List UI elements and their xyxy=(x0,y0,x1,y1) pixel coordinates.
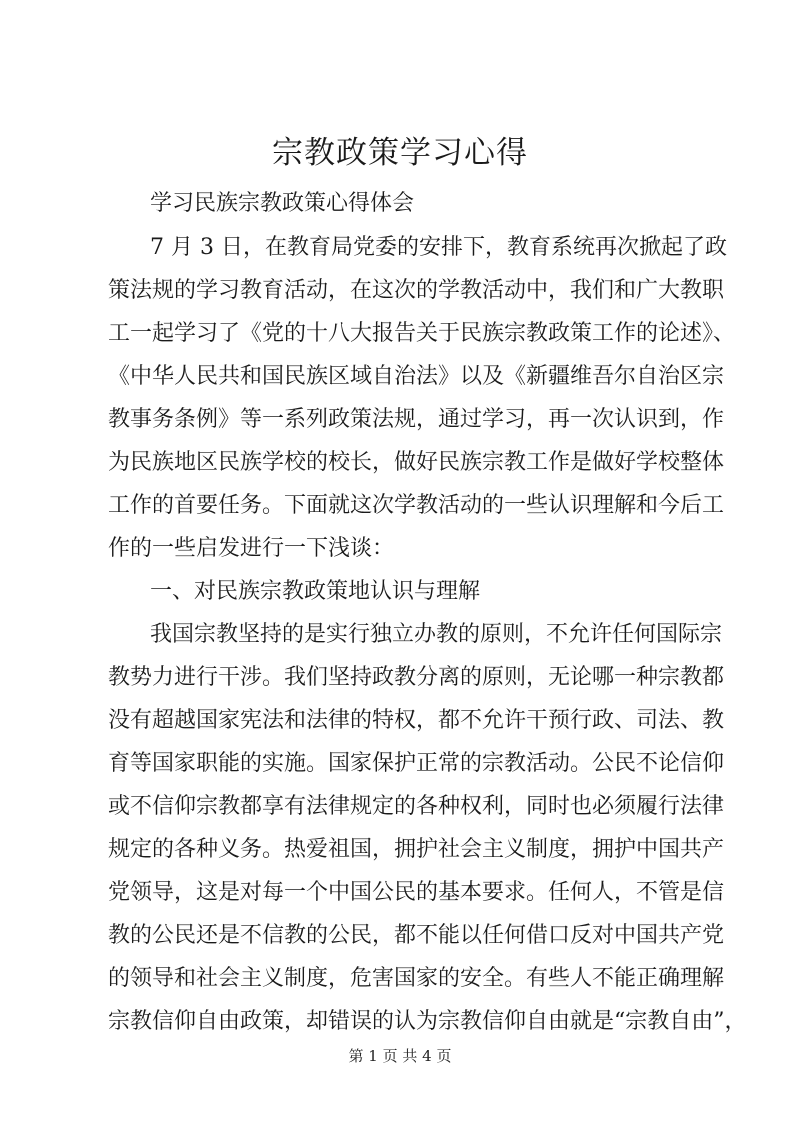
paragraph-line: 育等国家职能的实施。国家保护正常的宗教活动。公民不论信仰 xyxy=(108,751,725,776)
paragraph-line: 工作的首要任务。下面就这次学教活动的一些认识理解和今后工 xyxy=(108,493,725,518)
paragraph-line: 教事务条例》等一系列政策法规，通过学习，再一次认识到，作 xyxy=(108,407,725,432)
paragraph-line: 策法规的学习教育活动，在这次的学教活动中，我们和广大教职 xyxy=(108,278,725,303)
section-heading-text: 一、对民族宗教政策地认识与理解 xyxy=(150,579,481,604)
paragraph-line: 7 月 3 日，在教育局党委的安排下，教育系统再次掀起了政 xyxy=(150,235,727,260)
document-title: 宗教政策学习心得 xyxy=(272,135,528,171)
paragraph-line: 规定的各种义务。热爱祖国，拥护社会主义制度，拥护中国共产 xyxy=(108,837,725,862)
paragraph-line: 《中华人民共和国民族区域自治法》以及《新疆维吾尔自治区宗 xyxy=(108,364,725,389)
paragraph-line: 作的一些启发进行一下浅谈： xyxy=(108,536,395,561)
paragraph-line: 为民族地区民族学校的校长，做好民族宗教工作是做好学校整体 xyxy=(108,450,725,475)
paragraph-line: 党领导，这是对每一个中国公民的基本要求。任何人，不管是信 xyxy=(108,880,725,905)
paragraph-line: 我国宗教坚持的是实行独立办教的原则，不允许任何国际宗 xyxy=(150,622,723,647)
paragraph-line: 工一起学习了《党的十八大报告关于民族宗教政策工作的论述》、 xyxy=(108,321,736,346)
page-number-footer: 第 1 页 共 4 页 xyxy=(348,1047,452,1065)
document-subtitle: 学习民族宗教政策心得体会 xyxy=(150,191,415,216)
paragraph-line: 或不信仰宗教都享有法律规定的各种权利，同时也必须履行法律 xyxy=(108,794,725,819)
paragraph-line: 的领导和社会主义制度，危害国家的安全。有些人不能正确理解 xyxy=(108,966,725,991)
paragraph-line: 教的公民还是不信教的公民，都不能以任何借口反对中国共产党 xyxy=(108,923,725,948)
paragraph-line: 没有超越国家宪法和法律的特权，都不允许干预行政、司法、教 xyxy=(108,708,725,733)
paragraph-line: 教势力进行干涉。我们坚持政教分离的原则，无论哪一种宗教都 xyxy=(108,665,725,690)
paragraph-line: 宗教信仰自由政策，却错误的认为宗教信仰自由就是“宗教自由”， xyxy=(108,1009,747,1034)
